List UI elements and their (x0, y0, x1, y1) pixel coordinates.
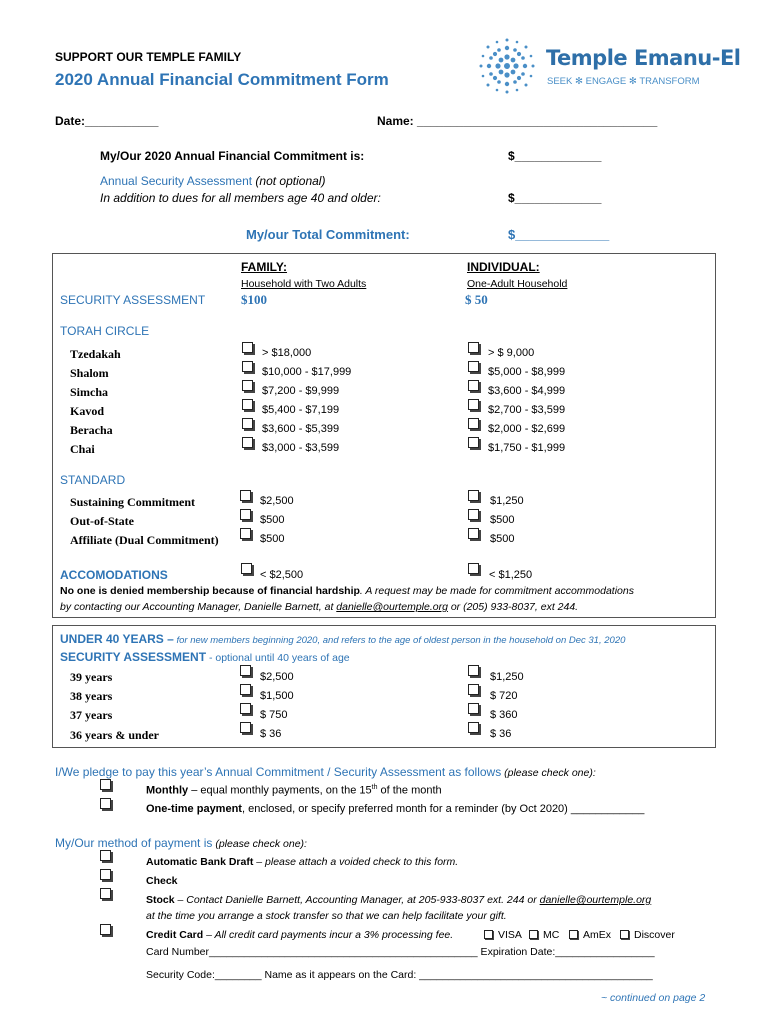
form-kicker: SUPPORT OUR TEMPLE FAMILY (55, 50, 242, 64)
security-code-field[interactable]: Security Code:________ Name as it appears on the Card: ________________________________________ (146, 969, 653, 981)
temple-logo (474, 36, 741, 96)
family-amount: $1,500 (260, 690, 294, 702)
individual-checkbox[interactable] (468, 361, 479, 372)
amex-label: AmEx (583, 929, 612, 941)
individual-checkbox[interactable] (468, 722, 479, 733)
family-checkbox[interactable] (240, 528, 251, 539)
date-field[interactable]: Date:___________ (55, 114, 159, 128)
level-name: Sustaining Commitment (70, 495, 196, 509)
family-header: FAMILY: (241, 260, 288, 274)
family-amount: $2,500 (260, 495, 294, 507)
temple-logo-emblem-icon (474, 33, 540, 99)
family-subheader: Household with Two Adults (241, 278, 367, 290)
visa-checkbox[interactable] (484, 930, 493, 939)
family-checkbox[interactable] (242, 361, 253, 372)
individual-range: > $ 9,000 (488, 347, 535, 359)
standard-label: STANDARD (60, 473, 126, 487)
commitment-amount-field[interactable]: $_____________ (508, 149, 602, 163)
check-checkbox[interactable] (100, 869, 111, 880)
method-title: My/Our method of payment is (please check one): (55, 836, 307, 850)
family-checkbox[interactable] (242, 342, 253, 353)
family-checkbox[interactable] (240, 703, 251, 714)
individual-checkbox[interactable] (468, 509, 479, 520)
contact-email-link[interactable]: danielle@ourtemple.org (336, 601, 448, 613)
level-name: Tzedakah (70, 347, 121, 361)
individual-amount: $ 36 (490, 728, 512, 740)
under40-security-line: SECURITY ASSESSMENT - optional until 40 years of age (60, 650, 350, 664)
stock-option-line2: at the time you arrange a stock transfer so that we can help facilitate your gift. (146, 910, 507, 922)
individual-amount: $1,250 (490, 671, 524, 683)
pledge-title: I/We pledge to pay this year’s Annual Commitment / Security Assessment as follows (please check one): (55, 765, 596, 779)
bank-draft-option: Automatic Bank Draft – please attach a voided check to this form. (146, 856, 459, 868)
security-assessment-line: Annual Security Assessment (not optional) (100, 174, 326, 188)
family-amount: $500 (260, 533, 285, 545)
visa-label: VISA (498, 929, 522, 941)
individual-range: $5,000 - $8,999 (488, 366, 566, 378)
security-amount-field[interactable]: $_____________ (508, 191, 602, 205)
family-checkbox[interactable] (240, 509, 251, 520)
family-range: $3,600 - $5,399 (262, 423, 340, 435)
under40-title: UNDER 40 YEARS – for new members beginning 2020, and refers to the age of oldest person in the household on Dec 31, 2020 (60, 632, 626, 646)
individual-checkbox[interactable] (468, 528, 479, 539)
individual-amount: $1,250 (490, 495, 524, 507)
commitment-label: My/Our 2020 Annual Financial Commitment is: (100, 149, 365, 163)
amex-checkbox[interactable] (569, 930, 578, 939)
individual-checkbox[interactable] (468, 342, 479, 353)
age-label: 38 years (70, 689, 113, 703)
credit-card-option: Credit Card – All credit card payments incur a 3% processing fee. (146, 929, 454, 941)
family-checkbox[interactable] (242, 418, 253, 429)
accommodations-family-amount: < $2,500 (260, 569, 304, 581)
individual-range: $2,000 - $2,699 (488, 423, 566, 435)
level-name: Simcha (70, 385, 109, 399)
security-family-amount: $100 (241, 292, 267, 307)
family-checkbox[interactable] (240, 684, 251, 695)
family-checkbox[interactable] (242, 380, 253, 391)
level-name: Beracha (70, 423, 113, 437)
family-amount: $2,500 (260, 671, 294, 683)
family-checkbox[interactable] (240, 665, 251, 676)
individual-checkbox[interactable] (468, 399, 479, 410)
stock-email-link[interactable]: danielle@ourtemple.org (539, 894, 652, 906)
family-range: > $18,000 (262, 347, 312, 359)
individual-amount: $500 (490, 514, 515, 526)
continued-note: ~ continued on page 2 (601, 992, 706, 1004)
level-name: Affiliate (Dual Commitment) (70, 533, 219, 547)
level-name: Kavod (70, 404, 105, 418)
individual-checkbox[interactable] (468, 437, 479, 448)
individual-amount: $ 720 (490, 690, 518, 702)
stock-checkbox[interactable] (100, 888, 111, 899)
onetime-option: One-time payment, enclosed, or specify preferred month for a reminder (by Oct 2020) ____________ (146, 803, 645, 815)
individual-amount: $ 360 (490, 709, 518, 721)
hardship-notice: No one is denied membership because of financial hardship. A request may be made for commitment accommodations (60, 585, 634, 597)
contact-notice: by contacting our Accounting Manager, Danielle Barnett, at danielle@ourtemple.org or (205) 933-8037, ext 244. (60, 601, 579, 613)
family-range: $10,000 - $17,999 (262, 366, 352, 378)
card-number-field[interactable]: Card Number______________________________________________ Expiration Date:_________________ (146, 946, 655, 958)
age-label: 37 years (70, 708, 113, 722)
family-amount: $ 750 (260, 709, 288, 721)
level-name: Shalom (70, 366, 109, 380)
family-amount: $ 36 (260, 728, 282, 740)
discover-checkbox[interactable] (620, 930, 629, 939)
family-checkbox[interactable] (242, 399, 253, 410)
bank-draft-checkbox[interactable] (100, 850, 111, 861)
security-assessment-sub: In addition to dues for all members age 40 and older: (100, 191, 381, 205)
discover-label: Discover (634, 929, 675, 941)
security-individual-amount: $ 50 (465, 292, 488, 307)
level-name: Chai (70, 442, 95, 456)
family-range: $7,200 - $9,999 (262, 385, 340, 397)
family-range: $5,400 - $7,199 (262, 404, 340, 416)
mc-label: MC (543, 929, 560, 941)
accommodations-label: ACCOMODATIONS (60, 568, 168, 582)
torah-circle-label: TORAH CIRCLE (60, 324, 150, 338)
check-option: Check (146, 875, 178, 887)
family-checkbox[interactable] (240, 490, 251, 501)
monthly-option: Monthly – equal monthly payments, on the 15th of the month (146, 784, 442, 797)
form-title: 2020 Annual Financial Commitment Form (55, 70, 389, 89)
individual-checkbox[interactable] (468, 703, 479, 714)
dues-table-box (52, 253, 716, 618)
individual-range: $1,750 - $1,999 (488, 442, 566, 454)
family-range: $3,000 - $3,599 (262, 442, 340, 454)
security-assessment-label: SECURITY ASSESSMENT (60, 293, 206, 307)
credit-card-checkbox[interactable] (100, 924, 111, 935)
individual-checkbox[interactable] (468, 684, 479, 695)
family-checkbox[interactable] (242, 437, 253, 448)
onetime-checkbox[interactable] (100, 798, 111, 809)
individual-range: $3,600 - $4,999 (488, 385, 566, 397)
individual-checkbox[interactable] (468, 490, 479, 501)
total-commitment-field[interactable]: $_____________ (508, 227, 610, 242)
name-field[interactable]: Name: ____________________________________ (377, 114, 658, 128)
individual-checkbox[interactable] (468, 380, 479, 391)
logo-name: Temple Emanu-El (546, 46, 741, 70)
accommodations-family-checkbox[interactable] (241, 563, 252, 574)
age-label: 36 years & under (70, 728, 159, 742)
individual-checkbox[interactable] (468, 418, 479, 429)
individual-subheader: One-Adult Household (467, 278, 568, 290)
individual-header: INDIVIDUAL: (467, 260, 540, 274)
individual-range: $2,700 - $3,599 (488, 404, 566, 416)
logo-tagline: SEEK ✻ ENGAGE ✻ TRANSFORM (547, 76, 700, 87)
individual-checkbox[interactable] (468, 665, 479, 676)
monthly-checkbox[interactable] (100, 779, 111, 790)
accommodations-individual-amount: < $1,250 (489, 569, 533, 581)
level-name: Out-of-State (70, 514, 134, 528)
age-label: 39 years (70, 670, 113, 684)
individual-amount: $500 (490, 533, 515, 545)
mc-checkbox[interactable] (529, 930, 538, 939)
family-checkbox[interactable] (240, 722, 251, 733)
family-amount: $500 (260, 514, 285, 526)
accommodations-individual-checkbox[interactable] (468, 563, 479, 574)
total-commitment-label: My/our Total Commitment: (246, 227, 410, 242)
stock-option: Stock – Contact Danielle Barnett, Accounting Manager, at 205-933-8037 ext. 244 or danielle@ourtemple.org (146, 894, 652, 906)
